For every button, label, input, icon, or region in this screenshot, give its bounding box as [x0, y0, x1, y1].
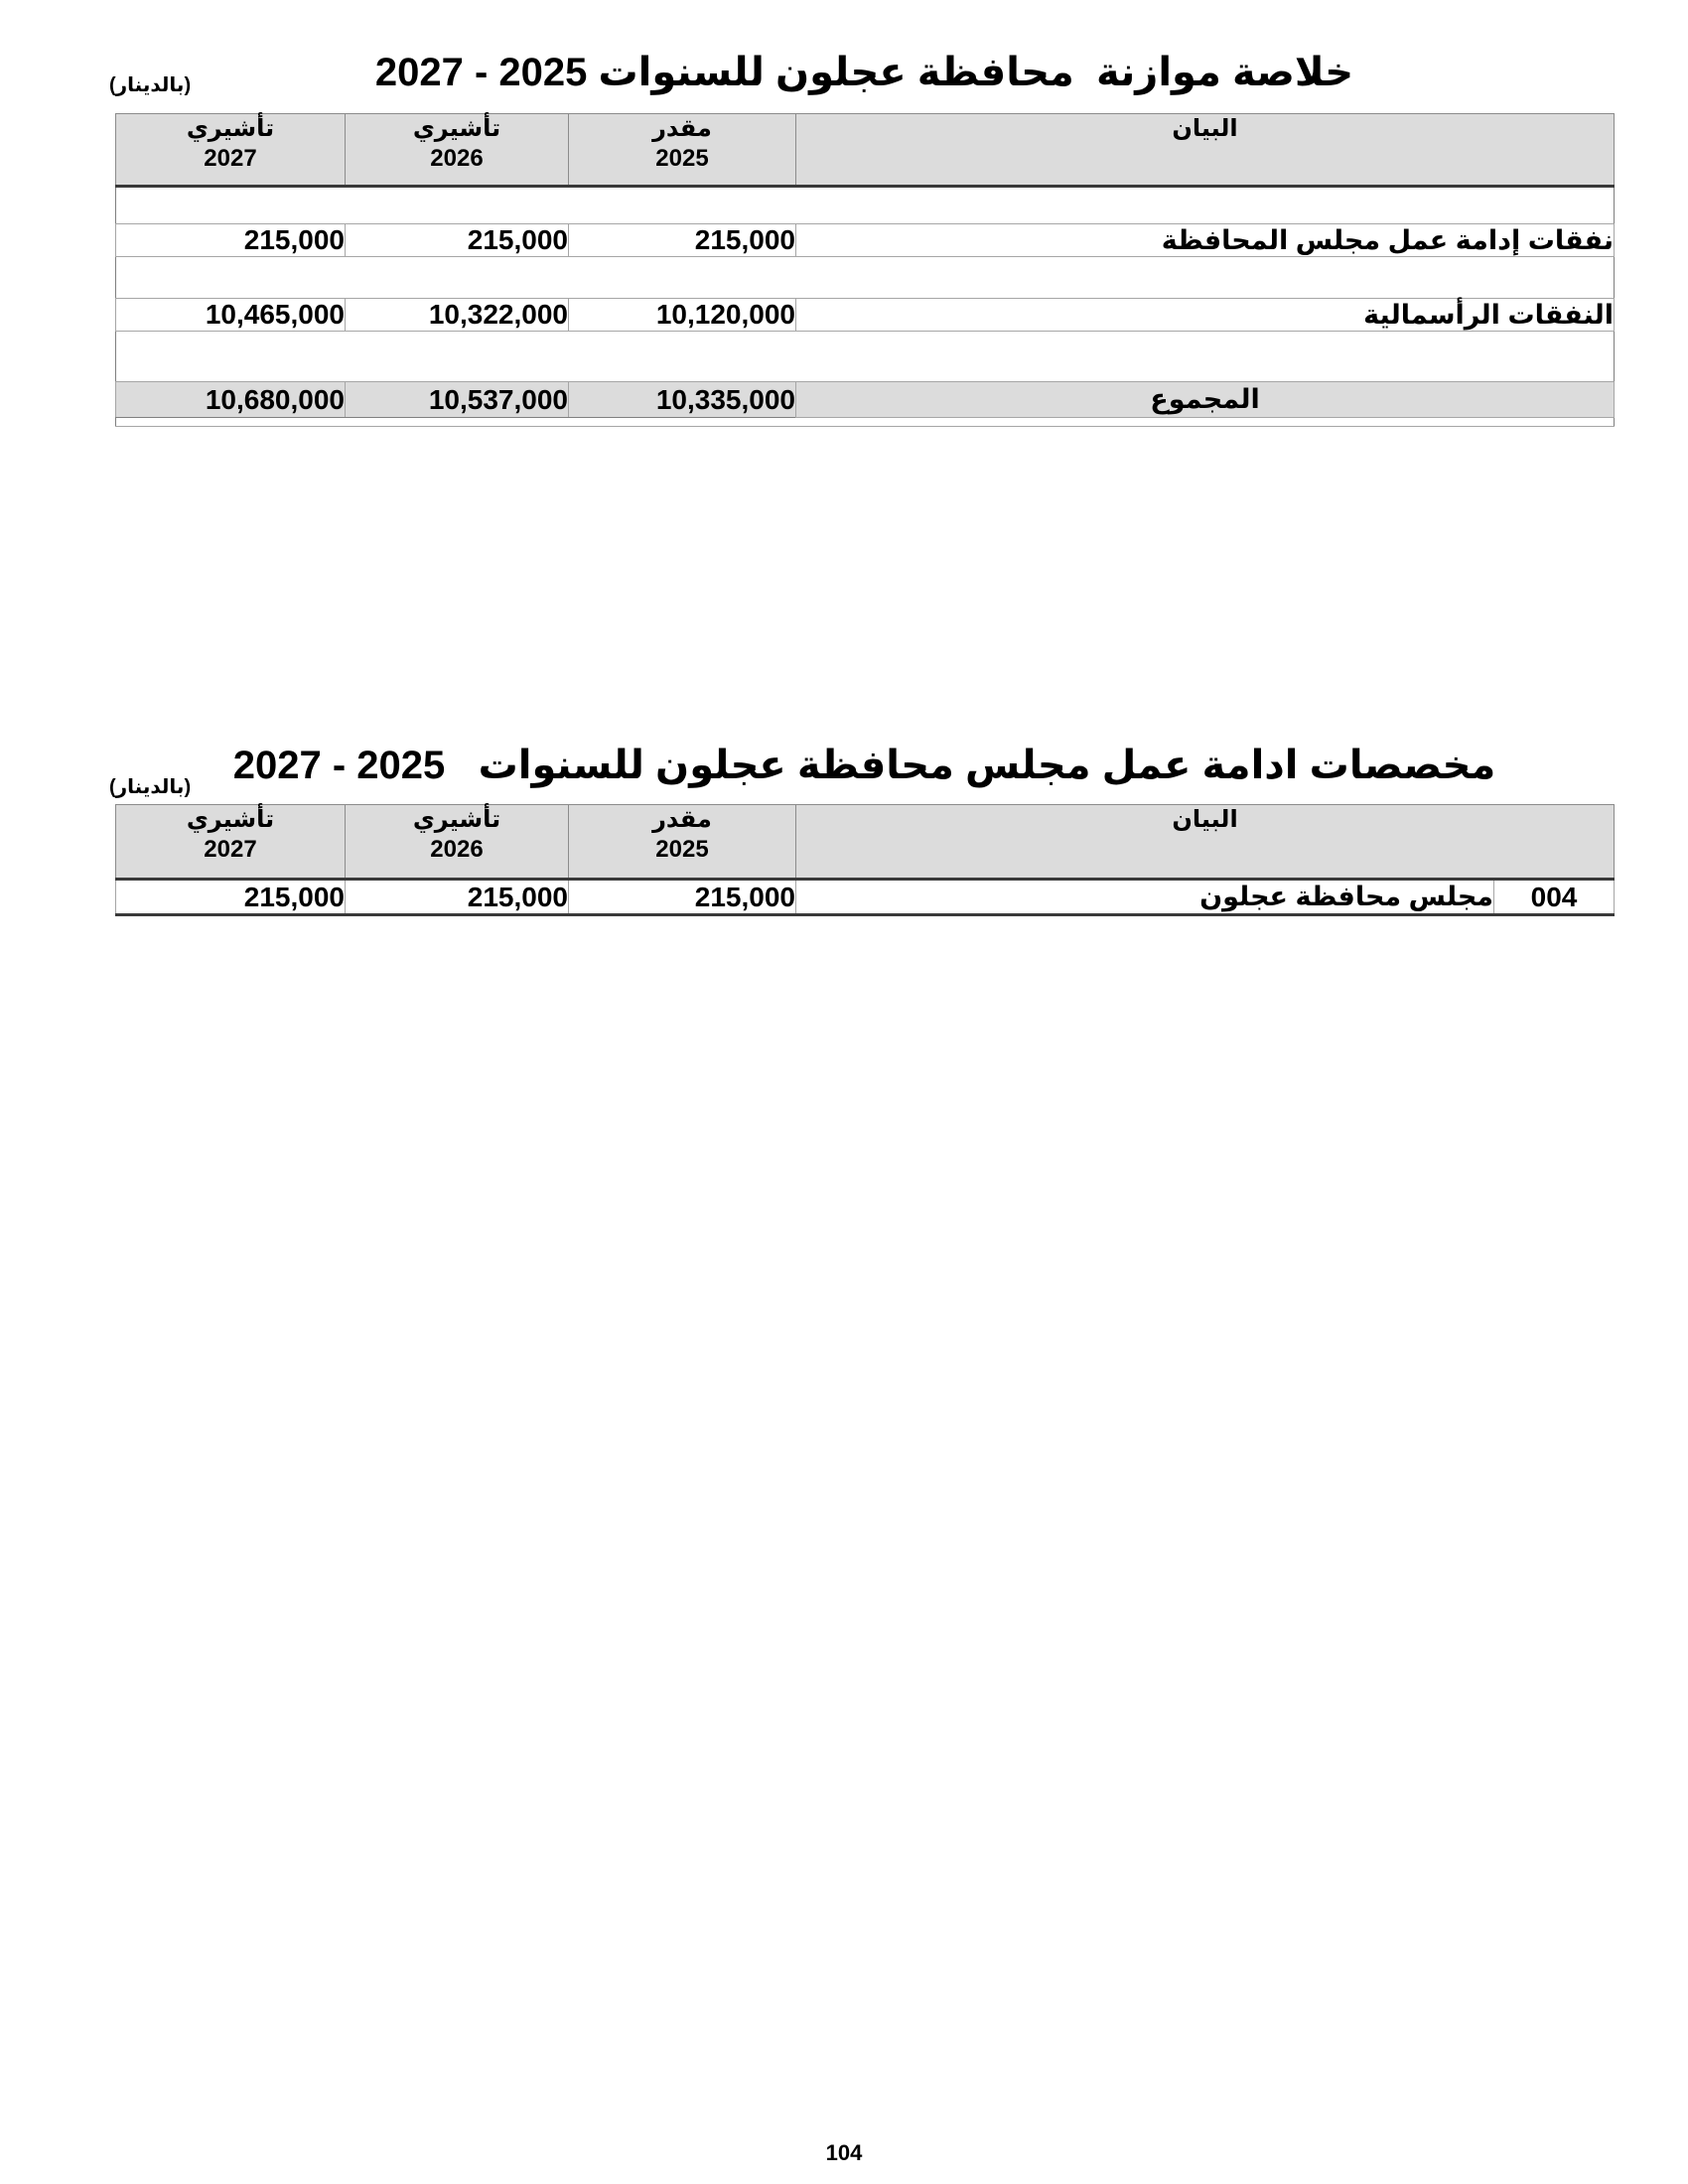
row-label: النفقات الرأسمالية — [796, 299, 1615, 332]
spacer-cell — [116, 257, 1615, 299]
column-header-bayan-label: البيان — [1172, 115, 1238, 142]
allocations-table — [115, 804, 1615, 916]
spacer-row — [116, 187, 1615, 224]
row-code: 004 — [1494, 880, 1615, 915]
spacer-row — [116, 332, 1615, 382]
table-row — [116, 299, 1615, 332]
total-value-2027: 10,680,000 — [116, 382, 346, 418]
total-value-2026: 10,537,000 — [346, 382, 569, 418]
value-cell-2025: 215,000 — [569, 224, 796, 257]
column-header-bayan — [796, 805, 1615, 880]
spacer-cell — [116, 418, 1615, 427]
value-cell-2025: 10,120,000 — [569, 299, 796, 332]
summary-table-title: خلاصة موازنة محافظة عجلون للسنوات 2025 - 2027 — [374, 51, 1354, 94]
allocations-table-title: مخصصات ادامة عمل مجلس محافظة عجلون للسنوات 2025 - 2027 — [232, 744, 1496, 787]
spacer-row — [116, 418, 1615, 427]
allocations-header-row — [116, 805, 1615, 880]
column-header-bayan-label: البيان — [1172, 806, 1238, 833]
value-cell-2027: 215,000 — [116, 880, 346, 915]
column-header-indicative-2026: تأشيري 2026 — [346, 805, 569, 880]
total-label: المجموع — [796, 382, 1615, 418]
spacer-cell — [116, 187, 1615, 224]
page-number: 104 — [825, 2140, 863, 2165]
column-header-indicative-2026: تأشيري 2026 — [346, 114, 569, 187]
spacer-row — [116, 257, 1615, 299]
total-row — [116, 382, 1615, 418]
column-header-estimated-2025: مقدر 2025 — [569, 805, 796, 880]
column-header-indicative-2027: تأشيري 2027 — [116, 805, 346, 880]
column-header-estimated-2025: مقدر 2025 — [569, 114, 796, 187]
currency-note-summary: (بالدينار) — [109, 74, 192, 96]
table-row — [116, 224, 1615, 257]
value-cell-2027: 215,000 — [116, 224, 346, 257]
value-cell-2025: 215,000 — [569, 880, 796, 915]
currency-note-allocations: (بالدينار) — [109, 776, 192, 798]
value-cell-2026: 215,000 — [346, 880, 569, 915]
row-label: نفقات إدامة عمل مجلس المحافظة — [796, 224, 1615, 257]
table-row — [116, 880, 1615, 915]
column-header-indicative-2027: تأشيري 2027 — [116, 114, 346, 187]
value-cell-2026: 215,000 — [346, 224, 569, 257]
spacer-cell — [116, 332, 1615, 382]
value-cell-2027: 10,465,000 — [116, 299, 346, 332]
summary-table — [115, 113, 1615, 427]
total-value-2025: 10,335,000 — [569, 382, 796, 418]
value-cell-2026: 10,322,000 — [346, 299, 569, 332]
column-header-bayan — [796, 114, 1615, 187]
summary-header-row — [116, 114, 1615, 187]
row-label: مجلس محافظة عجلون — [796, 880, 1494, 915]
